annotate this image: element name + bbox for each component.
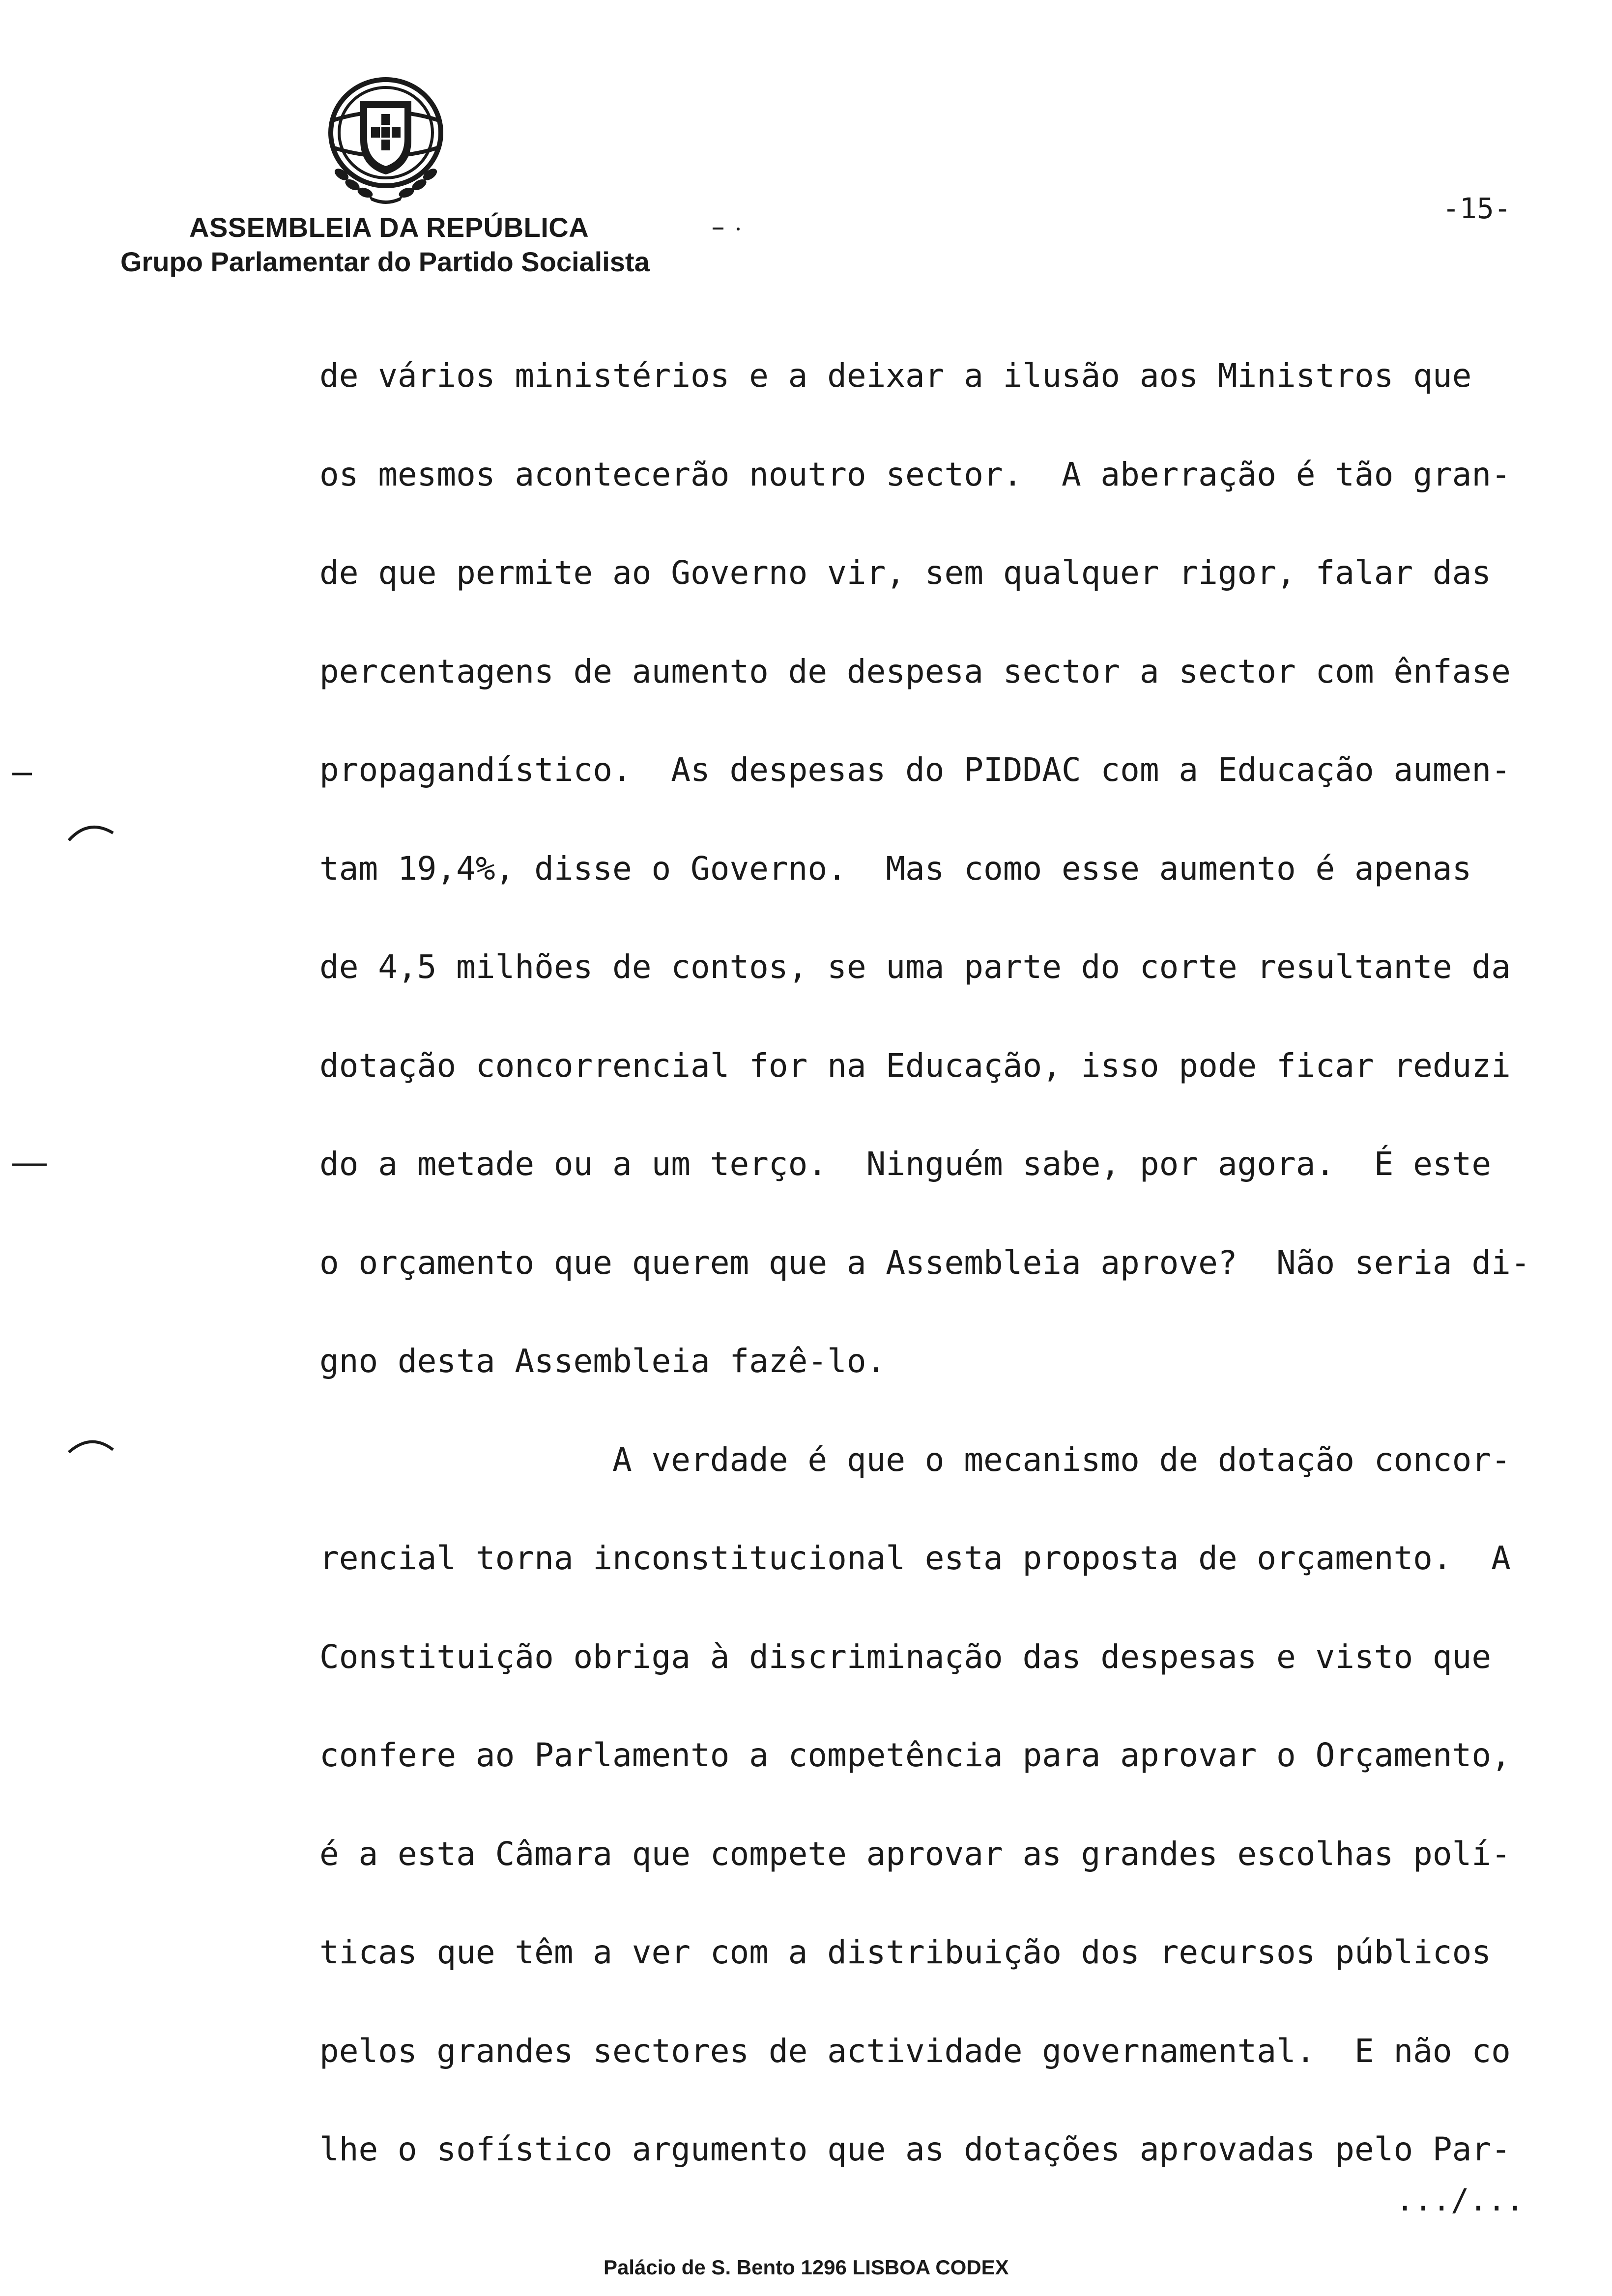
body-line: de vários ministérios e a deixar a ilusão aos Ministros que — [319, 357, 1472, 395]
body-line: percentagens de aumento de despesa sector a sector com ênfase — [319, 652, 1511, 690]
margin-arc-mark — [66, 1430, 115, 1460]
institution-name: ASSEMBLEIA DA REPÚBLICA — [189, 212, 589, 243]
body-line: propagandístico. As despesas do PIDDAC com a Educação aumen- — [319, 751, 1511, 789]
footer-address: Palácio de S. Bento 1296 LISBOA CODEX — [604, 2256, 1009, 2279]
body-line: ticas que têm a ver com a distribuição dos recursos públicos — [319, 1933, 1492, 1971]
body-line: gno desta Assembleia fazê-lo. — [319, 1342, 886, 1380]
body-line: o orçamento que querem que a Assembleia aprove? Não seria di- — [319, 1243, 1530, 1282]
coat-of-arms-emblem — [322, 74, 450, 206]
body-line: do a metade ou a um terço. Ninguém sabe, por agora. É este — [319, 1145, 1492, 1183]
margin-arc-mark — [66, 816, 115, 845]
body-line: Constituição obriga à discriminação das despesas e visto que — [319, 1637, 1492, 1676]
margin-dash-mark — [12, 769, 37, 779]
body-line: A verdade é que o mecanismo de dotação concor- — [319, 1440, 1511, 1479]
body-line: dotação concorrencial for na Educação, isso pode ficar reduzi — [319, 1046, 1511, 1085]
header-dash-mark — [713, 224, 747, 233]
page-number: -15- — [1442, 192, 1511, 225]
body-line: lhe o sofístico argumento que as dotações aprovadas pelo Par- — [319, 2130, 1511, 2168]
body-line: é a esta Câmara que compete aprovar as grandes escolhas polí- — [319, 1835, 1511, 1873]
body-line: os mesmos acontecerão noutro sector. A aberração é tão gran- — [319, 455, 1511, 493]
body-line: de que permite ao Governo vir, sem qualquer rigor, falar das — [319, 554, 1492, 592]
body-line: confere ao Parlamento a competência para aprovar o Orçamento, — [319, 1736, 1511, 1774]
document-body — [319, 327, 1533, 2199]
body-line: tam 19,4%, disse o Governo. Mas como esse aumento é apenas — [319, 849, 1472, 888]
margin-dash-mark — [12, 1160, 52, 1170]
continuation-mark: .../... — [1396, 2182, 1525, 2218]
body-line: de 4,5 milhões de contos, se uma parte do corte resultante da — [319, 948, 1511, 986]
parliamentary-group-name: Grupo Parlamentar do Partido Socialista — [120, 246, 650, 277]
body-line: rencial torna inconstitucional esta proposta de orçamento. A — [319, 1539, 1511, 1577]
body-line: pelos grandes sectores de actividade governamental. E não co — [319, 2032, 1511, 2070]
